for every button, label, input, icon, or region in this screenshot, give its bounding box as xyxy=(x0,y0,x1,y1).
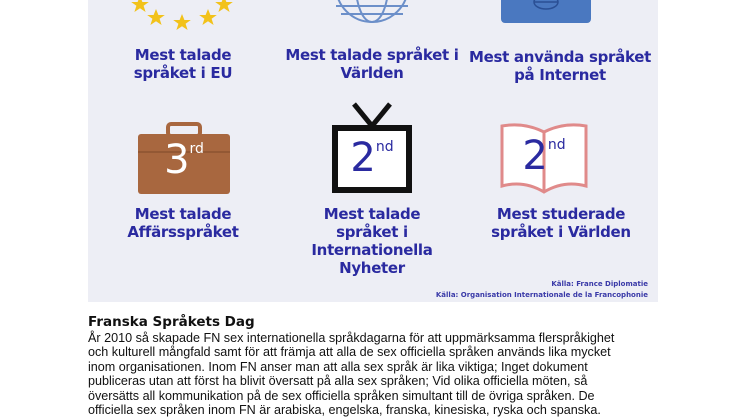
caption-line: Internationella xyxy=(311,241,433,259)
paragraph-line: och kulturell mångfald samt för att främja att alla de sex officiella språken används lika mycket xyxy=(88,345,611,360)
caption-line: Affärsspråket xyxy=(127,223,239,241)
caption-line: Mest talade xyxy=(134,46,232,64)
caption-line: Mest talade xyxy=(134,205,232,223)
caption-line: språket i xyxy=(336,223,408,241)
caption-business xyxy=(88,205,278,241)
paragraph-line: År 2010 så skapade FN sex internationella språkdagarna för att uppmärksamma flerspråkighet xyxy=(88,331,615,345)
paragraph-line: inom organisationen. Inom FN anser man att alla sex språk är lika viktiga; Inget dokument xyxy=(88,359,588,374)
caption-line: Mest använda språket xyxy=(469,48,651,66)
paragraph-line: officiella sex språken inom FN är arabiska, engelska, franska, kinesiska, ryska och spanska. xyxy=(88,403,601,418)
source-france-diplomatie: Källa: France Diplomatie xyxy=(551,280,648,288)
rank-number: 3 xyxy=(164,137,190,183)
caption-internet xyxy=(460,48,658,84)
rank-number: 2 xyxy=(522,133,548,179)
caption-eu xyxy=(88,46,278,82)
paragraph-line: översätts all kommunikation på de sex officiella språken simultant till de övriga språken. De xyxy=(88,388,595,403)
caption-line: Mest talade språket i xyxy=(285,46,459,64)
caption-studied xyxy=(466,205,656,241)
caption-line: på Internet xyxy=(514,66,606,84)
internet-icon xyxy=(501,0,591,24)
document-body xyxy=(88,313,648,417)
caption-world xyxy=(277,46,467,82)
briefcase-icon xyxy=(138,122,230,194)
page-title: Franska Språkets Dag xyxy=(88,314,255,330)
caption-line: språket i Världen xyxy=(491,223,631,241)
globe-icon xyxy=(331,0,413,26)
caption-line: Världen xyxy=(340,64,404,82)
book-icon xyxy=(498,122,590,196)
paragraph-line: publiceras utan att först ha blivit översatt på alla sex språken; Vid olika officiella möten, så xyxy=(88,374,588,389)
caption-line: Nyheter xyxy=(339,259,405,277)
rank-number: 2 xyxy=(350,135,376,181)
caption-line: Mest talade xyxy=(323,205,421,223)
rank-suffix: nd xyxy=(375,139,394,155)
source-oif: Källa: Organisation Internationale de la Francophonie xyxy=(435,291,648,299)
infographic xyxy=(88,0,658,302)
tv-icon xyxy=(332,102,412,194)
caption-line: Mest studerade xyxy=(496,205,626,223)
caption-line: språket i EU xyxy=(133,64,233,82)
caption-news xyxy=(277,205,467,277)
eu-stars-icon xyxy=(126,0,236,38)
rank-suffix: nd xyxy=(547,137,566,153)
rank-suffix: rd xyxy=(189,141,204,157)
